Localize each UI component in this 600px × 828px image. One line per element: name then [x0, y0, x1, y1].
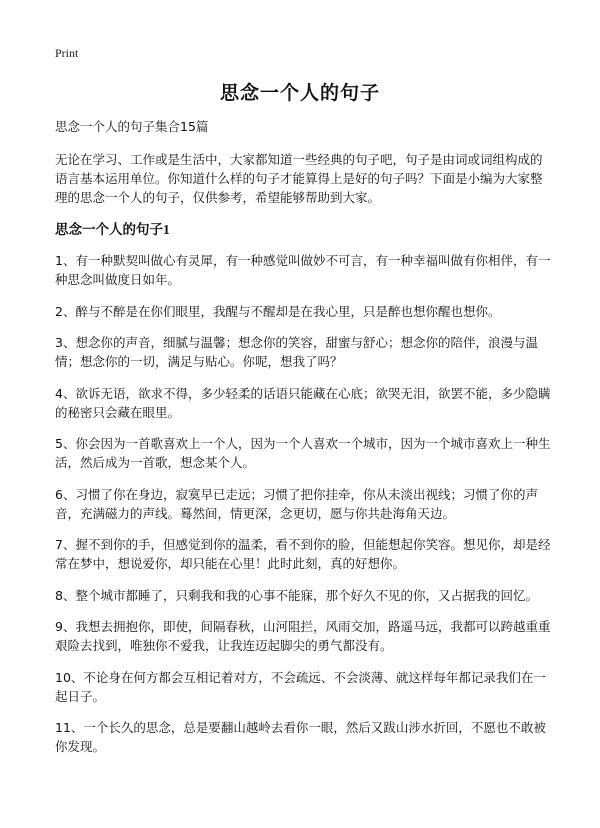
intro-paragraph: 无论在学习、工作或是生活中，大家都知道一些经典的句子吧，句子是由词或词组构成的语言基本运用单位。你知道什么样的句子才能算得上是好的句子吗？下面是小编为大家整理的思念一个人的句子，仅供参考，希望能够帮助到大家。 [55, 152, 543, 205]
list-item: 8、整个城市都睡了，只剩我和我的心事不能寐，那个好久不见的你，又占据我的回忆。 [55, 587, 538, 603]
list-item: 10、不论身在何方都会互相记着对方，不会疏远、不会淡薄、就这样每年都记录我们在一起日子。 [55, 669, 546, 704]
list-item: 7、握不到你的手，但感觉到你的温柔，看不到你的脸，但能想起你笑容。想见你，却是经常在梦中，想说爱你，却只能在心里！此时此刻，真的好想你。 [55, 537, 551, 571]
list-item: 2、醉与不醉是在你们眼里，我醒与不醒却是在我心里，只是醉也想你醒也想你。 [55, 303, 501, 319]
document-body [55, 118, 552, 769]
list-item: 3、想念你的声音，细腻与温馨；想念你的笑容，甜蜜与舒心；想念你的陪伴，浪漫与温情；想念你的一切，满足与贴心。你呢，想我了吗？ [55, 335, 538, 369]
list-item: 6、习惯了你在身边，寂寞早已走远；习惯了把你挂牵，你从未淡出视线；习惯了你的声音，充满磁力的声线。蓦然间，情更深，念更切，愿与你共赴海角天边。 [55, 486, 538, 521]
list-item: 4、欲诉无语，欲求不得，多少轻柔的话语只能藏在心底；欲哭无泪，欲罢不能，多少隐瞒的秘密只会藏在眼里。 [55, 385, 551, 420]
list-item: 1、有一种默契叫做心有灵犀，有一种感觉叫做妙不可言，有一种幸福叫做有你相伴，有一种思念叫做度日如年。 [55, 253, 551, 287]
list-item: 11、一个长久的思念，总是要翻山越岭去看你一眼，然后又跋山涉水折回，不愿也不敢被你发现。 [55, 720, 546, 754]
print-link[interactable]: Print [55, 46, 79, 60]
section-heading: 思念一个人的句子1 [55, 222, 170, 237]
page-title: 思念一个人的句子 [219, 82, 380, 104]
document-subtitle: 思念一个人的句子集合15篇 [55, 119, 209, 134]
list-item: 9、我想去拥抱你，即使，间隔春秋，山河阻拦，风雨交加，路遥马远，我都可以跨越重重艰险去找到，唯独你不爱我，让我连迈起脚尖的勇气都没有。 [55, 619, 551, 653]
list-item: 5、你会因为一首歌喜欢上一个人，因为一个人喜欢一个城市，因为一个城市喜欢上一种生活，然后成为一首歌，想念某个人。 [55, 436, 551, 470]
